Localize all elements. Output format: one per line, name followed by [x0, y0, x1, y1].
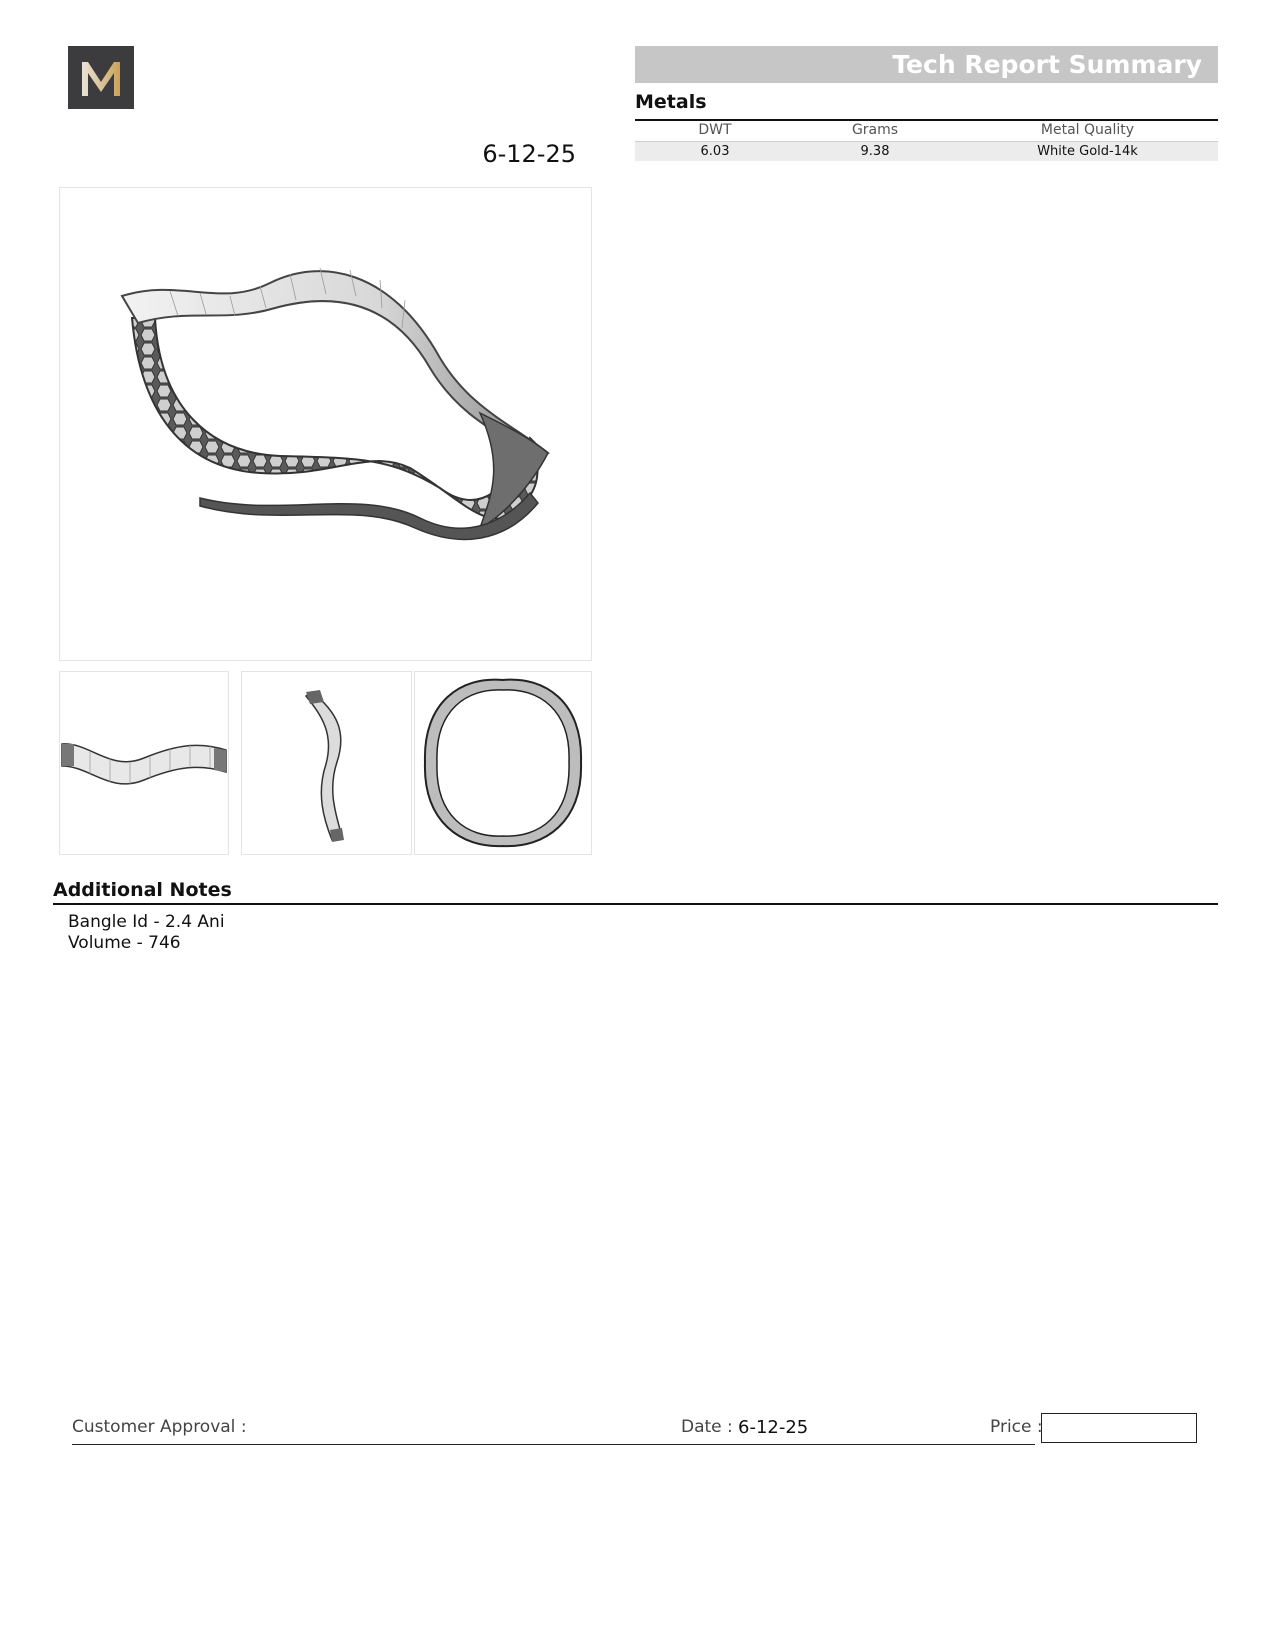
bangle-front-thumbnail	[59, 671, 229, 855]
report-title-bar	[635, 46, 1218, 83]
metals-heading: Metals	[635, 91, 707, 113]
metals-rule	[635, 119, 1218, 121]
bangle-side-thumbnail	[241, 671, 412, 855]
approval-signature-line	[72, 1444, 1035, 1445]
cell-grams: 9.38	[860, 144, 890, 159]
price-field[interactable]	[1041, 1413, 1197, 1443]
cell-metal-quality: White Gold-14k	[1037, 144, 1138, 159]
price-label: Price :	[990, 1417, 1043, 1437]
notes-rule	[53, 903, 1218, 905]
bangle-top-thumbnail	[414, 671, 592, 855]
column-header-dwt: DWT	[698, 122, 732, 138]
column-header-grams: Grams	[851, 122, 899, 138]
m-logo-icon	[76, 56, 126, 100]
column-header-metal-quality: Metal Quality	[1040, 122, 1135, 138]
notes-heading: Additional Notes	[53, 879, 232, 901]
customer-approval-label: Customer Approval :	[72, 1417, 247, 1437]
note-line-bangle-id: Bangle Id - 2.4 Ani	[68, 912, 225, 932]
report-date: 6-12-25	[482, 140, 576, 168]
report-title: Tech Report Summary	[892, 50, 1202, 79]
bangle-main-image	[59, 187, 592, 661]
cell-dwt: 6.03	[700, 144, 730, 159]
approval-date-value: 6-12-25	[738, 1417, 809, 1438]
company-logo	[68, 46, 134, 109]
note-line-volume: Volume - 746	[68, 933, 181, 953]
date-label: Date :	[681, 1417, 733, 1437]
